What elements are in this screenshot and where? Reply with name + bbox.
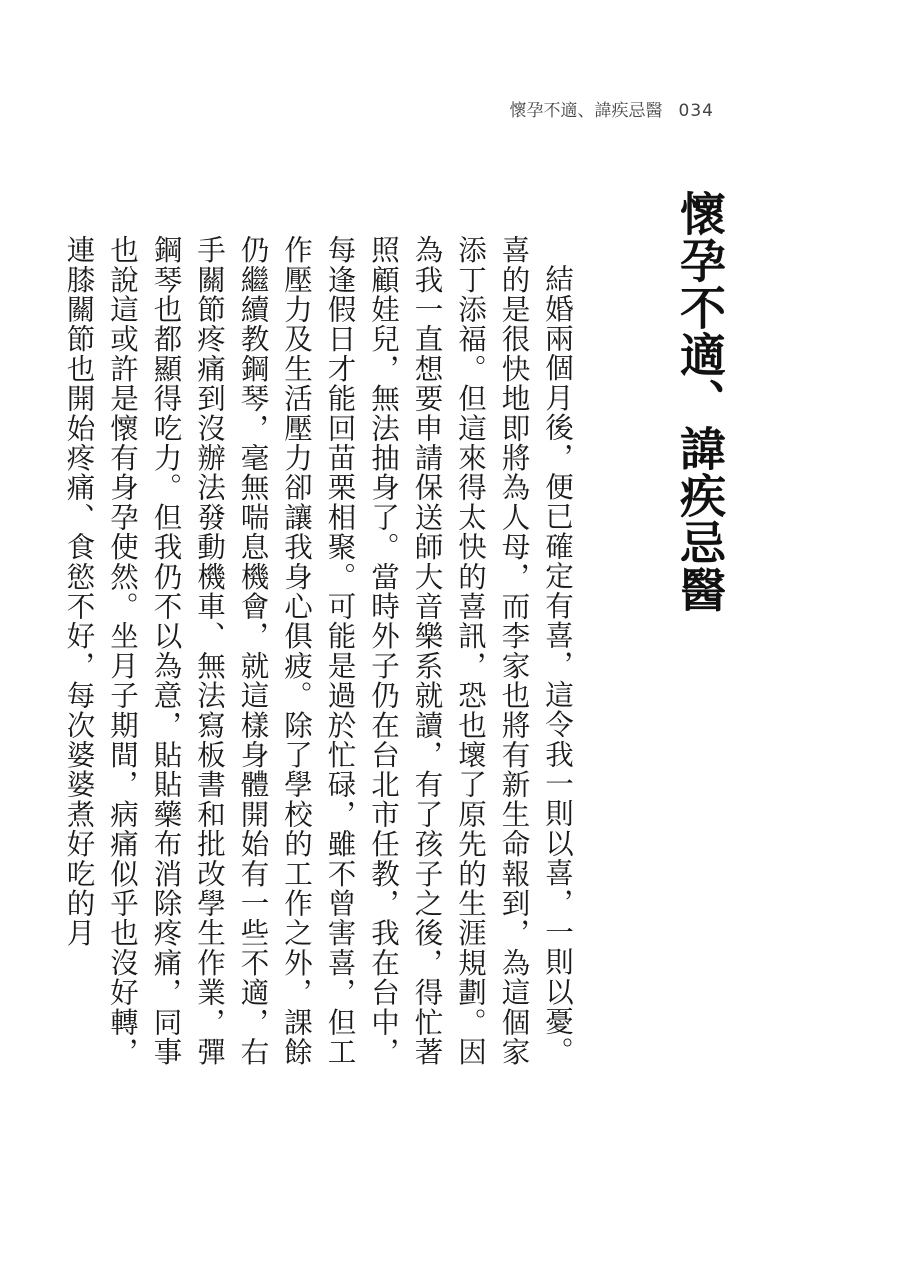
- paragraph: 結婚兩個月後，便已確定有喜，這令我一則以喜，一則以憂。喜的是很快地即將為人母，而李家也將有新生命報到，為這個家添丁添福。但這來得太快的喜訊，恐也壞了原先的生涯規劃。因為我一直想要申請保送師大音樂系就讀，有了孩子之後，得忙著照顧娃兒，無法抽身了。當時外子仍在台北市任教，我在台中，每逢假日才能回苗栗相聚。可能是過於忙碌，雖不曾害喜，但工作壓力及生活壓力卻讓我身心俱疲。除了學校的工作之外，課餘仍繼續教鋼琴，毫無喘息機會，就這樣身體開始有一些不適，右手關節疼痛到沒辦法發動機車、無法寫板書和批改學生作業，彈鋼琴也都顯得吃力。但我仍不以為意，貼貼藥布消除疼痛，同事也說這或許是懷有身孕使然。坐月子期間，病痛似乎也沒好轉，連膝關節也開始疼痛、食慾不好，每次婆婆煮好吃的月: [62, 235, 574, 1067]
- body-text: [57, 235, 579, 1095]
- running-header: [510, 96, 714, 121]
- page-number: 034: [678, 101, 714, 121]
- chapter-title: 懷孕不適、諱疾忌醫: [673, 190, 727, 613]
- running-title: 懷孕不適、諱疾忌醫: [509, 101, 663, 121]
